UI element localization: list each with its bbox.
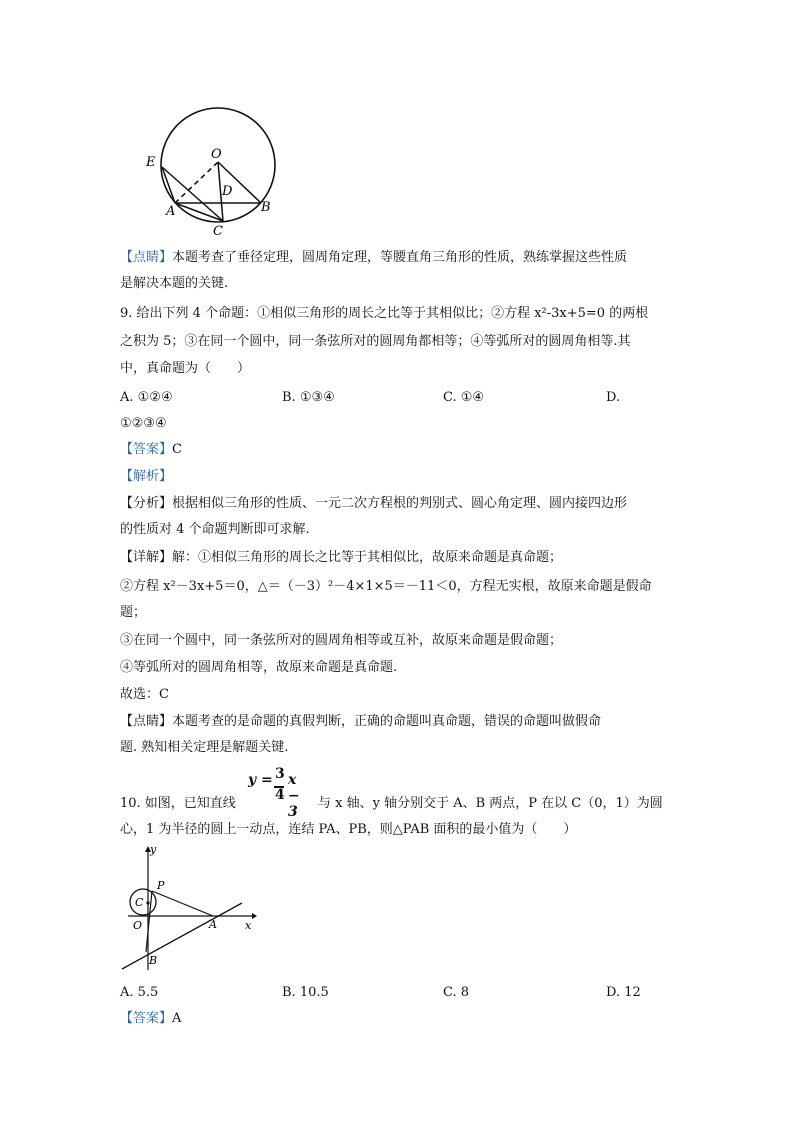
q9-option-c: C. ①④ [443, 390, 485, 405]
q9-detail-line3: 题； [120, 605, 147, 620]
fenxi-tag: 【分析】 [120, 496, 173, 511]
x-axis-arrow [252, 913, 257, 919]
formula-numerator: 3 [275, 766, 285, 782]
label-d: D [222, 184, 233, 199]
q9-remark-line1: 【点睛】本题考查的是命题的真假判断，正确的命题叫真命题，错误的命题叫做假命 [120, 714, 602, 729]
formula-denominator: 4 [275, 787, 285, 803]
label-p: P [157, 879, 165, 892]
label-e: E [146, 155, 156, 170]
q10-formula [248, 766, 300, 820]
q10-stem-line2: 心，1 为半径的圆上一动点，连结 PA、PB，则△PAB 面积的最小值为（ ） [120, 822, 577, 837]
label-o2: O [133, 919, 143, 932]
label-x: x [245, 919, 252, 932]
answer-tag: 【答案】 [120, 442, 173, 457]
q9-fenxi-line2: 的性质对 4 个命题判断即可求解. [120, 522, 310, 537]
label-c: C [213, 224, 223, 239]
q9-stem-line3: 中，真命题为（ ） [120, 361, 251, 376]
q9-analysis-tag: 【解析】 [120, 469, 173, 484]
q9-stem-line2: 之积为 5；③在同一个圆中，同一条弦所对的圆周角都相等；④等弧所对的圆周角相等.其 [120, 334, 631, 349]
circle-figure [140, 95, 300, 245]
segment-pa [152, 891, 213, 916]
q10-stem-line1-cont: 与 x 轴、y 轴分别交于 A、B 两点，P 在以 C（0，1）为圆 [318, 796, 663, 811]
label-c2: C [135, 896, 144, 909]
q9-option-b: B. ①③④ [282, 390, 335, 405]
q8-remark-line2: 是解决本题的关键. [120, 276, 229, 291]
q10-option-a: A. 5.5 [120, 985, 159, 1000]
label-b2: B [149, 954, 158, 967]
q9-fenxi-line1: 【分析】根据相似三角形的性质、一元二次方程根的判别式、圆心角定理、圆内接四边形 [120, 496, 628, 511]
line-ab [122, 903, 242, 969]
label-y: y [150, 843, 157, 856]
formula-lhs: y = [248, 772, 273, 788]
remark-tag-2: 【点睛】 [120, 714, 173, 729]
q9-detail-line1: 【详解】解：①相似三角形的周长之比等于其相似比，故原来命题是真命题； [120, 550, 563, 565]
formula-rhs: x − 3 [288, 772, 300, 820]
q10-answer: 【答案】A [120, 1011, 182, 1026]
q9-choose: 故选：C [120, 687, 169, 702]
center-c [146, 901, 149, 904]
q9-remark-line2: 题. 熟知相关定理是解题关键. [120, 740, 289, 755]
q9-detail-line5: ④等弧所对的圆周角相等，故原来命题是真命题. [120, 660, 398, 675]
q9-detail-line2: ②方程 x²－3x+5＝0，△＝（－3）²－4×1×5＝－11＜0，方程无实根，故原来命题是假命 [120, 579, 652, 594]
answer-tag-2: 【答案】 [120, 1011, 173, 1026]
q9-stem-line1: 9. 给出下列 4 个命题：①相似三角形的周长之比等于其相似比；②方程 x²-3x+5=0 的两根 [120, 306, 649, 321]
q9-answer: 【答案】C [120, 442, 182, 457]
q10-option-d: D. 12 [606, 985, 641, 1000]
remark-tag: 【点睛】 [120, 250, 173, 265]
label-a: A [166, 204, 176, 219]
detail-tag: 【详解】 [120, 550, 173, 565]
q9-detail-line4: ③在同一个圆中，同一条弦所对的圆周角相等或互补，故原来命题是假命题； [120, 633, 563, 648]
label-o: O [211, 147, 222, 162]
coordinate-figure [118, 842, 260, 974]
q10-option-b: B. 10.5 [282, 985, 329, 1000]
q8-remark-line1: 【点睛】本题考查了垂径定理，圆周角定理，等腰直角三角形的性质，熟练掌握这些性质 [120, 250, 628, 265]
q10-stem-line1: 10. 如图，已知直线 [120, 796, 236, 811]
label-a2: A [209, 918, 217, 931]
segment-pb [146, 891, 152, 952]
q10-option-c: C. 8 [443, 985, 470, 1000]
q9-option-a: A. ①②④ [120, 390, 173, 405]
q9-option-d: D. [606, 390, 621, 405]
q9-option-d-cont: ①②③④ [120, 416, 167, 431]
label-b: B [261, 200, 271, 215]
